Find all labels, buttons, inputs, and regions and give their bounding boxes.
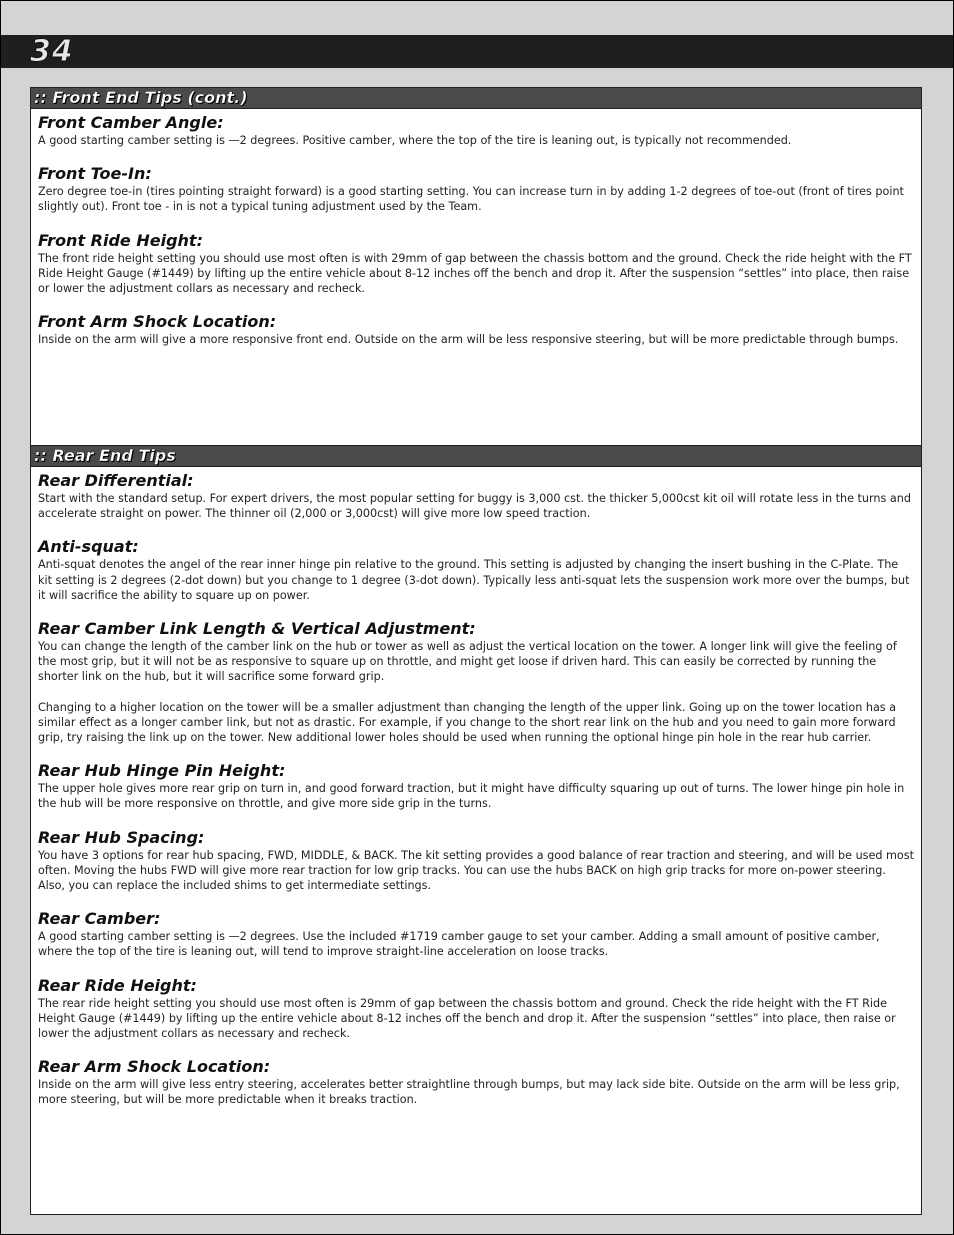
section-heading: Front Toe-In:	[38, 164, 152, 184]
section-heading: Rear Arm Shock Location:	[38, 1057, 271, 1077]
section-heading: Rear Ride Height:	[38, 975, 197, 995]
section-heading: Front Camber Angle:	[38, 113, 224, 132]
tip-section	[38, 113, 915, 148]
tip-section	[38, 164, 915, 214]
section-heading: Rear Hub Hinge Pin Height:	[38, 761, 286, 781]
rear-end-body	[31, 467, 921, 1108]
section-paragraph: Changing to a higher location on the tower will be a smaller adjustment than changing the length of the upper link. Going up on the tower location has a similar effect as a longer camber link, but not as drastic. For example, if you change to the short rear link on the hub and you need to gain more forward grip, try raising the link up on the tower. New additional lower holes should be used when running the optional hinge pin hole in the rear hub carrier.	[38, 700, 897, 745]
section-heading: Anti-squat:	[38, 537, 139, 557]
tip-section	[38, 976, 915, 1042]
front-end-body	[31, 109, 921, 347]
section-paragraph: Anti-squat denotes the angel of the rear inner hinge pin relative to the ground. This setting is adjusted by changing the insert bushing in the C-Plate. The kit setting is 2 degrees (2-dot down) but you change to 1 degree (3-dot down). Typically less anti-squat lets the suspension work more over the bumps, but it will sacrifice the ability to square up on power.	[38, 558, 910, 602]
section-heading: Rear Hub Spacing:	[38, 827, 205, 847]
tip-section	[38, 1057, 915, 1107]
tip-section	[38, 312, 915, 347]
section-paragraph: The upper hole gives more rear grip on turn in, and good forward traction, but it might have difficulty squaring up out of turns. The lower hinge pin hole in the hub will be more responsive on throttle, and give more side grip in the turns.	[38, 782, 905, 811]
page-header-bar	[1, 35, 953, 68]
section-heading: Front Arm Shock Location:	[38, 312, 277, 332]
section-paragraph: You have 3 options for rear hub spacing, FWD, MIDDLE, & BACK. The kit setting provides a good balance of rear traction and steering, and will be used most often. Moving the hubs FWD will give more rear traction for low grip tracks. You can use the hubs BACK on high grip tracks for more on-power steering. Also, you can replace the included shims to get intermediate settings.	[38, 848, 914, 893]
section-paragraph: Inside on the arm will give a more responsive front end. Outside on the arm will be less responsive steering, but will be more predictable through bumps.	[38, 333, 899, 347]
section-paragraph: Inside on the arm will give less entry steering, accelerates better straightline through bumps, but may lack side bite. Outside on the arm will be less grip, more steering, but will be more predictable when it breaks traction.	[38, 1078, 900, 1107]
section-heading: Rear Camber Link Length & Vertical Adjustment:	[38, 619, 476, 639]
front-end-panel	[30, 87, 922, 447]
tip-section	[38, 761, 915, 811]
section-heading: Rear Camber:	[38, 909, 161, 929]
section-paragraph: The rear ride height setting you should use most often is 29mm of gap between the chassis bottom and ground. Check the ride height with the FT Ride Height Gauge (#1449) by lifting up the entire vehicle about 8-12 inches off the bench and drop it. After the suspension “settles” into place, then raise or lower the adjustment collars as necessary and recheck.	[38, 996, 896, 1041]
section-paragraph: Zero degree toe-in (tires pointing straight forward) is a good starting setting. You can increase turn in by adding 1-2 degrees of toe-out (front of tires point slightly out). Front toe - in is not a typical tuning adjustment used by the Team.	[38, 185, 904, 214]
tip-section	[38, 231, 915, 297]
page-number: 34	[30, 34, 74, 69]
front-end-title: :: Front End Tips (cont.)	[31, 88, 921, 109]
rear-end-panel	[30, 445, 922, 1215]
section-heading: Rear Differential:	[38, 471, 194, 490]
section-paragraph: The front ride height setting you should use most often is with 29mm of gap between the chassis bottom and the ground. Check the ride height with the FT Ride Height Gauge (#1449) by lifting up the entire vehicle about 8-12 inches off the bench and drop it. After the suspension “settles” into place, then raise or lower the adjustment collars as necessary and recheck.	[38, 251, 912, 296]
tip-section	[38, 537, 915, 603]
section-paragraph: A good starting camber setting is —2 degrees. Positive camber, where the top of the tire is leaning out, is typically not recommended.	[38, 134, 792, 147]
tip-section	[38, 619, 915, 745]
tip-section	[38, 471, 915, 521]
section-paragraph: Start with the standard setup. For expert drivers, the most popular setting for buggy is 3,000 cst. the thicker 5,000cst kit oil will rotate less in the turns and accelerate straight on power. The thinner oil (2,000 or 3,000cst) will give more low speed traction.	[38, 492, 911, 521]
tip-section	[38, 828, 915, 894]
tip-section	[38, 909, 915, 959]
rear-end-title: :: Rear End Tips	[31, 446, 921, 467]
section-paragraph: You can change the length of the camber link on the hub or tower as well as adjust the vertical location on the tower. A longer link will give the feeling of the most grip, but it will not be as responsive to square up on throttle, and might get loose if driven hard. This can easily be corrected by running the shorter link on the hub, but it will sacrifice some forward grip.	[38, 640, 897, 684]
section-paragraph: A good starting camber setting is —2 degrees. Use the included #1719 camber gauge to set your camber. Adding a small amount of positive camber, where the top of the tire is leaning out, will tend to improve straight-line acceleration on loose tracks.	[38, 930, 880, 959]
section-heading: Front Ride Height:	[38, 230, 203, 250]
